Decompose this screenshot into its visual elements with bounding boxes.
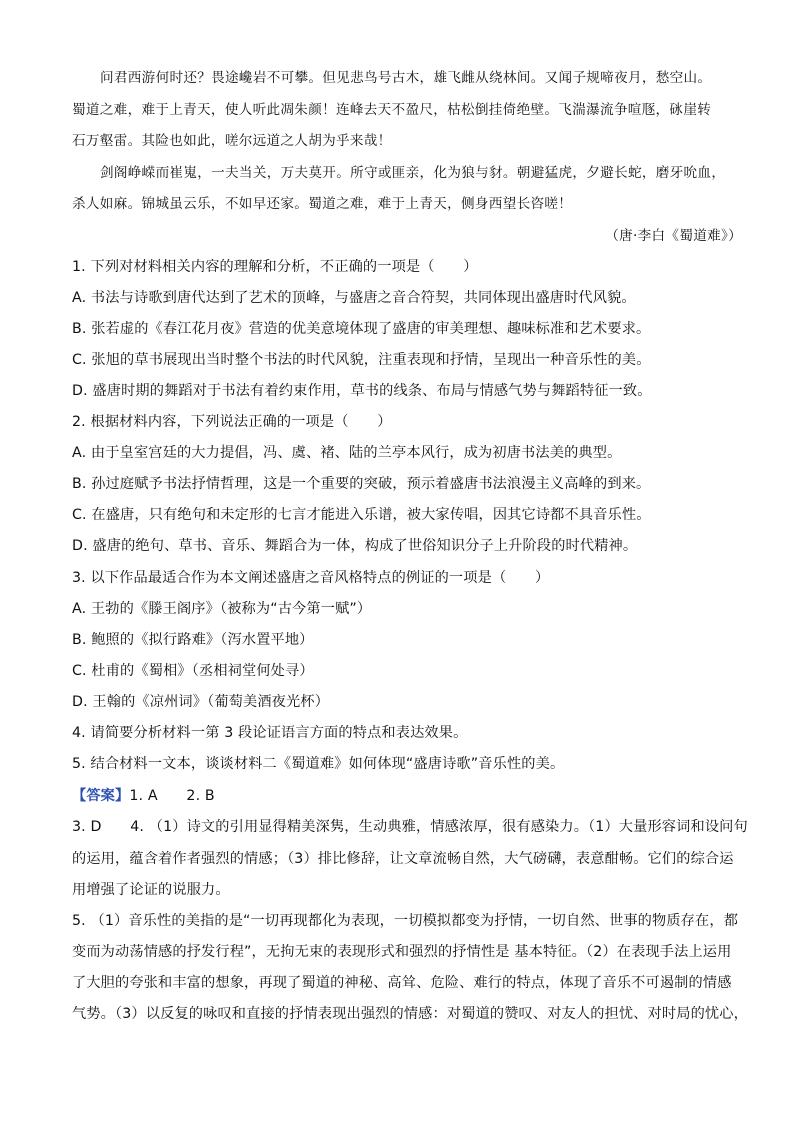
poem-line-2: 蜀道之难，难于上青天，使人听此凋朱颜！连峰去天不盈尺，枯松倒挂倚绝壁。飞湍瀑流争喧豗，砯崖转 xyxy=(72,102,712,118)
question-1-stem: 1. 下列对材料相关内容的理解和分析，不正确的一项是（ ） xyxy=(72,259,478,275)
poem-source: （唐·李白《蜀道难》） xyxy=(605,228,742,244)
question-3-stem: 3. 以下作品最适合作为本文阐述盛唐之音风格特点的例证的一项是（ ） xyxy=(72,570,550,586)
question-3-option-a: A. 王勃的《滕王阁序》（被称为“古今第一赋”） xyxy=(72,601,372,617)
poem-line-5: 杀人如麻。锦城虽云乐，不如早还家。蜀道之难，难于上青天，侧身西望长咨嗟！ xyxy=(72,196,573,212)
question-4: 4. 请简要分析材料一第 3 段论证语言方面的特点和表达效果。 xyxy=(72,725,468,741)
answer-line-8: 气势。（3）以反复的咏叹和直接的抒情表现出强烈的情感：对蜀道的赞叹、对友人的担忧、对时局的忧心， xyxy=(72,1006,748,1022)
answer-first-values: 1. A 2. B xyxy=(129,788,215,804)
question-5: 5. 结合材料一文本，谈谈材料二《蜀道难》如何体现“盛唐诗歌”音乐性的美。 xyxy=(72,756,565,772)
question-2-option-a: A. 由于皇室宫廷的大力提倡，冯、虞、褚、陆的兰亭本风行，成为初唐书法美的典型。 xyxy=(72,445,622,461)
poem-line-3: 石万壑雷。其险也如此，嗟尔远道之人胡为乎来哉！ xyxy=(72,133,392,149)
answer-tag: 【答案】 xyxy=(72,788,130,804)
question-1-option-b: B. 张若虚的《春江花月夜》营造的优美意境体现了盛唐的审美理想、趣味标准和艺术要求。 xyxy=(72,321,651,337)
question-2-stem: 2. 根据材料内容，下列说法正确的一项是（ ） xyxy=(72,414,392,430)
answer-line-7: 了大胆的夸张和丰富的想象，再现了蜀道的神秘、高耸、危险、难行的特点，体现了音乐不可遏制的情感 xyxy=(72,975,732,991)
poem-line-1: 问君西游何时还？畏途巉岩不可攀。但见悲鸟号古木，雄飞雌从绕林间。又闻子规啼夜月，愁空山。 xyxy=(100,70,712,86)
question-3-option-d: D. 王翰的《凉州词》（葡萄美酒夜光杯） xyxy=(72,694,330,710)
poem-line-4: 剑阁峥嵘而崔嵬，一夫当关，万夫莫开。所守或匪亲，化为狼与豺。朝避猛虎，夕避长蛇，磨牙吮血， xyxy=(100,165,726,181)
question-3-option-c: C. 杜甫的《蜀相》（丞相祠堂何处寻） xyxy=(72,663,314,679)
answer-line-1 xyxy=(72,785,742,805)
answer-line-6: 变而为动荡情感的抒发行程”，无拘无束的表现形式和强烈的抒情性是 基本特征。（2）在表现手法上运用 xyxy=(72,944,732,960)
question-2-option-b: B. 孙过庭赋予书法抒情哲理，这是一个重要的突破，预示着盛唐书法浪漫主义高峰的到来。 xyxy=(72,476,651,492)
question-2-option-d: D. 盛唐的绝句、草书、音乐、舞蹈合为一体，构成了世俗知识分子上升阶段的时代精神。 xyxy=(72,538,638,554)
answer-line-2: 3. D 4. （1）诗文的引用显得精美深隽，生动典雅，情感浓厚，很有感染力。（1）大量形容词和设问句 xyxy=(72,819,748,835)
answer-line-3: 的运用，蕴含着作者强烈的情感；（3）排比修辞，让文章流畅自然，大气磅礴，表意酣畅。它们的综合运 xyxy=(72,851,734,867)
question-2-option-c: C. 在盛唐，只有绝句和未定形的七言才能进入乐谱，被大家传唱，因其它诗都不具音乐性。 xyxy=(72,507,651,523)
answer-line-4: 用增强了论证的说服力。 xyxy=(72,882,230,898)
question-1-option-c: C. 张旭的草书展现出当时整个书法的时代风貌，注重表现和抒情，呈现出一种音乐性的美。 xyxy=(72,352,651,368)
question-1-option-a: A. 书法与诗歌到唐代达到了艺术的顶峰，与盛唐之音合符契，共同体现出盛唐时代风貌。 xyxy=(72,290,636,306)
answer-line-5: 5. （1）音乐性的美指的是“一切再现都化为表现，一切模拟都变为抒情，一切自然、世事的物质存在，都 xyxy=(72,913,739,929)
question-1-option-d: D. 盛唐时期的舞蹈对于书法有着约束作用，草书的线条、布局与情感气势与舞蹈特征一致。 xyxy=(72,383,652,399)
question-3-option-b: B. 鲍照的《拟行路难》（泻水置平地） xyxy=(72,632,314,648)
